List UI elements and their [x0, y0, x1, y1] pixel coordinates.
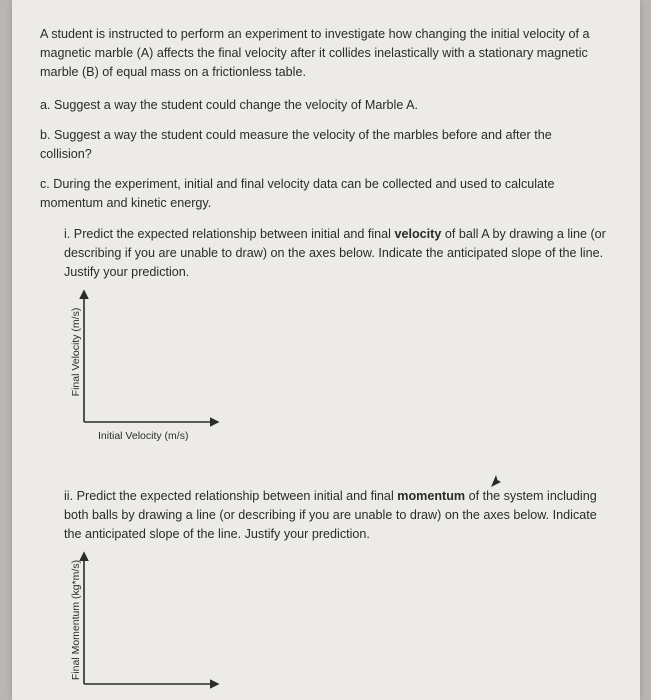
question-c-ii-before: ii. Predict the expected relationship between initial and final	[64, 489, 398, 503]
question-a: a. Suggest a way the student could change the velocity of Marble A.	[40, 98, 419, 112]
mouse-cursor-icon	[490, 474, 502, 488]
question-c-i-before: i. Predict the expected relationship between initial and final	[64, 227, 395, 241]
worksheet-page	[12, 0, 640, 700]
question-b: b. Suggest a way the student could measure the velocity of the marbles before and after the collision?	[40, 128, 552, 161]
graph1-y-axis-label: Final Velocity (m/s)	[70, 307, 82, 397]
question-c: c. During the experiment, initial and final velocity data can be collected and used to calculate momentum and kinetic energy.	[40, 177, 555, 210]
question-c-i	[64, 225, 612, 282]
question-c-ii	[64, 487, 612, 544]
question-c-ii-after: of the system including both balls by drawing a line (or describing if you are unable to draw) on the axes below. Indicate the anticipated slope of the line. Justify your prediction.	[64, 489, 597, 541]
question-c-i-after: of ball A by drawing a line (or describing if you are unable to draw) on the axes below. Indicate the anticipated slope of the line. Justify your prediction.	[64, 227, 606, 279]
intro-paragraph: A student is instructed to perform an experiment to investigate how changing the initial velocity of a magnetic marble (A) affects the final velocity after it collides inelastically with a stationary magnetic marble (B) of equal mass on a frictionless table.	[40, 27, 590, 79]
question-c-i-bold: velocity	[394, 227, 442, 241]
graph2-y-axis-label: Final Momentum (kg*m/s)	[70, 559, 82, 681]
question-c-ii-bold: momentum	[397, 489, 466, 503]
graph1-x-axis-label: Initial Velocity (m/s)	[98, 430, 189, 442]
